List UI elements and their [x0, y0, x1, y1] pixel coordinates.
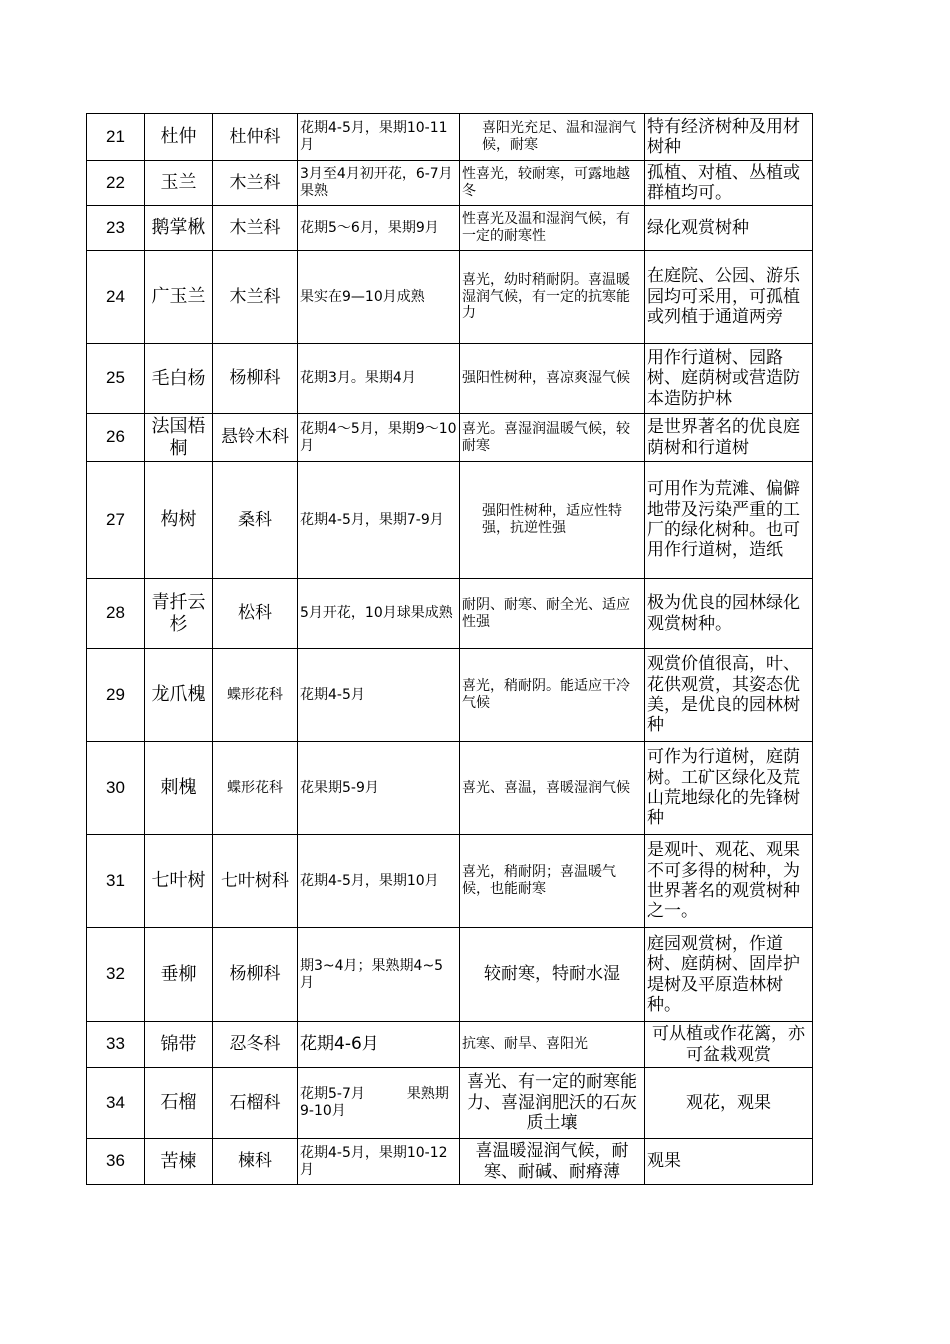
- table-row: [87, 1068, 813, 1139]
- tree-name: 锦带: [145, 1022, 213, 1068]
- row-number: 23: [87, 206, 145, 251]
- habit: 较耐寒，特耐水湿: [460, 928, 645, 1022]
- habit: 性喜光及温和湿润气候，有一定的耐寒性: [460, 206, 645, 251]
- row-number: 33: [87, 1022, 145, 1068]
- row-number: 27: [87, 462, 145, 579]
- tree-name: 法国梧桐: [145, 414, 213, 462]
- tree-family: 杜仲科: [213, 114, 298, 161]
- habit: 喜光、喜温，喜暖湿润气候: [460, 742, 645, 835]
- tree-name: 苦楝: [145, 1139, 213, 1185]
- tree-name: 玉兰: [145, 161, 213, 206]
- tree-family: 楝科: [213, 1139, 298, 1185]
- tree-family: 悬铃木科: [213, 414, 298, 462]
- usage: 观花，观果: [645, 1068, 813, 1139]
- usage: 是观叶、观花、观果不可多得的树种，为世界著名的观赏树种之一。: [645, 835, 813, 928]
- flowering-period: 花期4-5月，果期10-12月: [298, 1139, 460, 1185]
- row-number: 34: [87, 1068, 145, 1139]
- flowering-period: 花期4-5月，果期10月: [298, 835, 460, 928]
- tree-name: 毛白杨: [145, 344, 213, 414]
- row-number: 24: [87, 251, 145, 344]
- row-number: 25: [87, 344, 145, 414]
- usage: 特有经济树种及用材树种: [645, 114, 813, 161]
- table-row: [87, 414, 813, 462]
- tree-name: 石榴: [145, 1068, 213, 1139]
- flowering-period: 花期5-7月 果熟期9-10月: [298, 1068, 460, 1139]
- flowering-period: 5月开花，10月球果成熟: [298, 579, 460, 649]
- habit: 强阳性树种，喜凉爽湿气候: [460, 344, 645, 414]
- row-number: 22: [87, 161, 145, 206]
- table-row: [87, 344, 813, 414]
- tree-name: 龙爪槐: [145, 649, 213, 742]
- tree-family: 杨柳科: [213, 344, 298, 414]
- tree-family: 木兰科: [213, 206, 298, 251]
- row-number: 21: [87, 114, 145, 161]
- tree-name: 七叶树: [145, 835, 213, 928]
- row-number: 29: [87, 649, 145, 742]
- row-number: 30: [87, 742, 145, 835]
- usage: 庭园观赏树，作道树、庭荫树、固岸护堤树及平原造林树种。: [645, 928, 813, 1022]
- tree-name: 构树: [145, 462, 213, 579]
- flowering-period: 花期4-5月，果期7-9月: [298, 462, 460, 579]
- row-number: 32: [87, 928, 145, 1022]
- flowering-period: 期3~4月；果熟期4~5月: [298, 928, 460, 1022]
- flowering-period: 3月至4月初开花，6-7月果熟: [298, 161, 460, 206]
- tree-family: 蝶形花科: [213, 649, 298, 742]
- table-row: [87, 206, 813, 251]
- table-row: [87, 114, 813, 161]
- tree-family: 石榴科: [213, 1068, 298, 1139]
- table-row: [87, 649, 813, 742]
- usage: 在庭院、公园、游乐园均可采用，可孤植或列植于通道两旁: [645, 251, 813, 344]
- row-number: 31: [87, 835, 145, 928]
- tree-name: 杜仲: [145, 114, 213, 161]
- table-row: [87, 928, 813, 1022]
- usage: 观果: [645, 1139, 813, 1185]
- usage: 极为优良的园林绿化观赏树种。: [645, 579, 813, 649]
- habit: 喜光，幼时稍耐阴。喜温暖湿润气候，有一定的抗寒能力: [460, 251, 645, 344]
- flowering-period: 花果期5-9月: [298, 742, 460, 835]
- habit: [460, 114, 645, 161]
- tree-family: 杨柳科: [213, 928, 298, 1022]
- habit: 喜温暖湿润气候，耐寒、耐碱、耐瘠薄: [460, 1139, 645, 1185]
- flowering-period: 花期4-6月: [298, 1022, 460, 1068]
- usage: 观赏价值很高，叶、花供观赏，其姿态优美，是优良的园林树种: [645, 649, 813, 742]
- row-number: 28: [87, 579, 145, 649]
- table-row: [87, 251, 813, 344]
- usage: 是世界著名的优良庭荫树和行道树: [645, 414, 813, 462]
- table-row: [87, 835, 813, 928]
- usage: 可作为行道树，庭荫树。工矿区绿化及荒山荒地绿化的先锋树种: [645, 742, 813, 835]
- habit-text: 强阳性树种，适应性特强，抗逆性强: [482, 503, 622, 536]
- tree-name: 垂柳: [145, 928, 213, 1022]
- flowering-period: 花期3月。果期4月: [298, 344, 460, 414]
- habit: 喜光、有一定的耐寒能力、喜湿润肥沃的石灰质土壤: [460, 1068, 645, 1139]
- habit-text: 喜阳光充足、温和湿润气候，耐寒: [482, 120, 636, 153]
- table-row: [87, 161, 813, 206]
- flowering-period: 花期4～5月，果期9～10月: [298, 414, 460, 462]
- tree-family: 松科: [213, 579, 298, 649]
- flowering-period: 花期4-5月，果期10-11月: [298, 114, 460, 161]
- habit: 喜光，稍耐阴；喜温暖气候，也能耐寒: [460, 835, 645, 928]
- habit: 性喜光，较耐寒，可露地越冬: [460, 161, 645, 206]
- habit: 抗寒、耐旱、喜阳光: [460, 1022, 645, 1068]
- usage: 绿化观赏树种: [645, 206, 813, 251]
- table-row: [87, 742, 813, 835]
- habit: 喜光。喜湿润温暖气候，较耐寒: [460, 414, 645, 462]
- habit: [460, 462, 645, 579]
- table-row: [87, 462, 813, 579]
- table-row: [87, 579, 813, 649]
- tree-name: 青扦云杉: [145, 579, 213, 649]
- tree-name: 鹅掌楸: [145, 206, 213, 251]
- usage: 孤植、对植、丛植或群植均可。: [645, 161, 813, 206]
- usage: 可从植或作花篱，亦可盆栽观赏: [645, 1022, 813, 1068]
- row-number: 36: [87, 1139, 145, 1185]
- tree-family: 蝶形花科: [213, 742, 298, 835]
- tree-family: 桑科: [213, 462, 298, 579]
- tree-name: 广玉兰: [145, 251, 213, 344]
- habit: 耐阴、耐寒、耐全光、适应性强: [460, 579, 645, 649]
- tree-family: 七叶树科: [213, 835, 298, 928]
- flowering-period: 花期4-5月: [298, 649, 460, 742]
- tree-family: 忍冬科: [213, 1022, 298, 1068]
- habit: 喜光，稍耐阴。能适应干冷气候: [460, 649, 645, 742]
- tree-family: 木兰科: [213, 251, 298, 344]
- tree-family: 木兰科: [213, 161, 298, 206]
- usage: 用作行道树、园路树、庭荫树或营造防本造防护林: [645, 344, 813, 414]
- row-number: 26: [87, 414, 145, 462]
- tree-species-table: [86, 113, 813, 1185]
- flowering-period: 花期5～6月，果期9月: [298, 206, 460, 251]
- usage: 可用作为荒滩、偏僻地带及污染严重的工厂的绿化树种。也可用作行道树，造纸: [645, 462, 813, 579]
- flowering-period: 果实在9—10月成熟: [298, 251, 460, 344]
- tree-name: 刺槐: [145, 742, 213, 835]
- table-row: [87, 1139, 813, 1185]
- table-row: [87, 1022, 813, 1068]
